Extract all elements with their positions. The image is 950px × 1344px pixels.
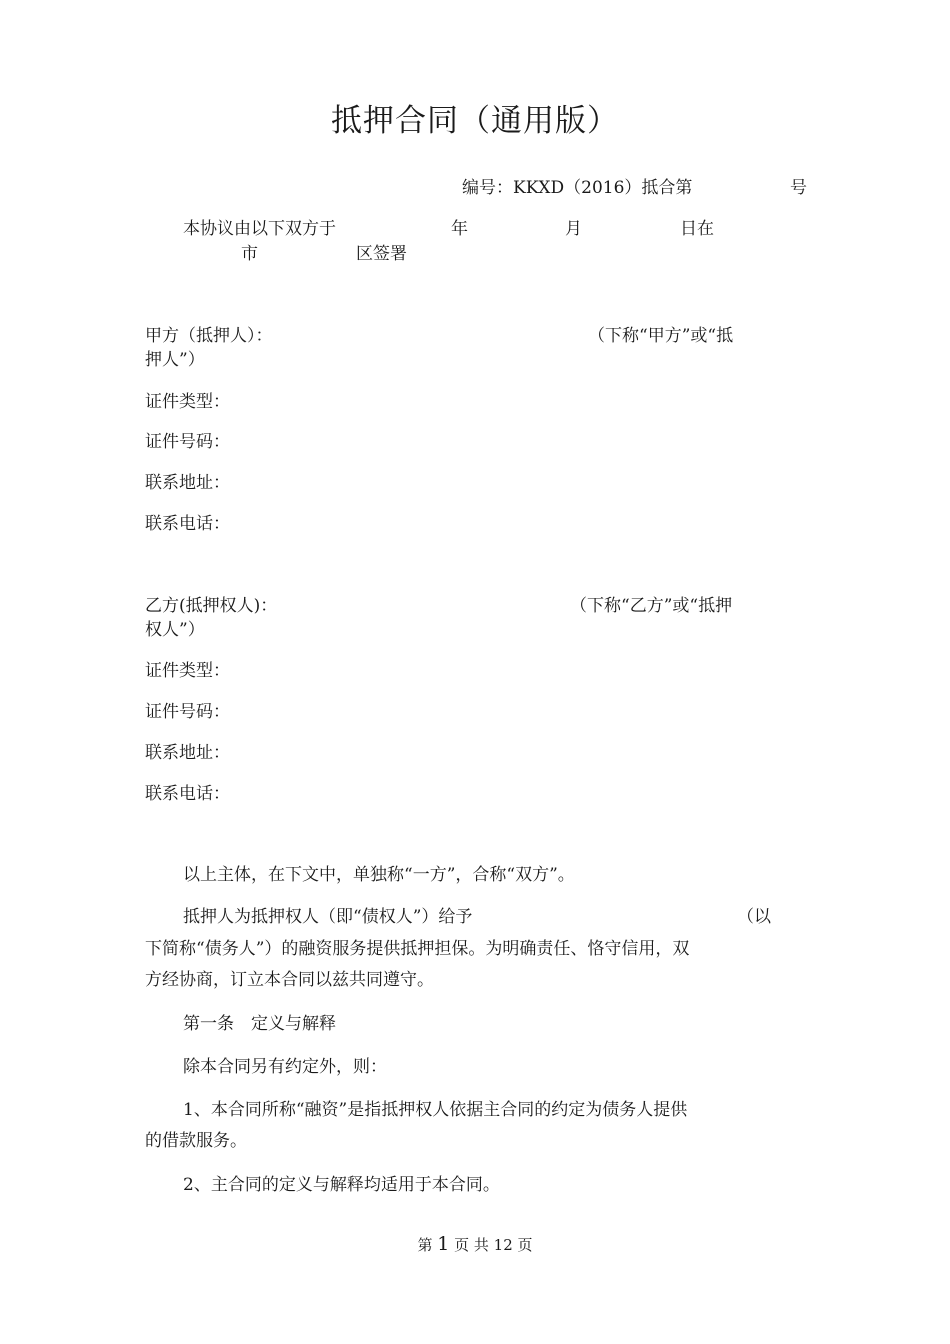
page-footer (0, 1234, 950, 1255)
body-paragraph-2: 抵押人为抵押权人（即“债权人”）给予 (183, 907, 473, 927)
footer-page-number: 1 (437, 1233, 450, 1255)
party-b-phone: 联系电话： (145, 784, 230, 804)
body-paragraph-1: 以上主体，在下文中，单独称“一方”，合称“双方”。 (183, 865, 575, 885)
contract-number-label: 编号：KKXD（2016）抵合第 (462, 178, 693, 198)
party-b-alias-cont: 权人”） (145, 620, 205, 640)
document-title: 抵押合同（通用版） (331, 103, 619, 139)
footer-suffix: 页 (517, 1236, 533, 1254)
party-b-id-number: 证件号码： (145, 702, 230, 722)
signing-district: 区签署 (356, 244, 407, 264)
party-a-address: 联系地址： (145, 473, 230, 493)
signing-day: 日在 (680, 219, 714, 239)
article-1-heading: 第一条 定义与解释 (183, 1014, 336, 1034)
article-1-item-1: 1、本合同所称“融资”是指抵押权人依据主合同的约定为债务人提供 (183, 1100, 688, 1120)
party-b-alias: （下称“乙方”或“抵押 (570, 596, 733, 616)
body-paragraph-2-tail: （以 (737, 907, 771, 927)
footer-middle: 页 共 (454, 1236, 489, 1254)
party-a-alias-cont: 押人”） (145, 350, 205, 370)
footer-total-pages: 12 (493, 1236, 513, 1254)
footer-prefix: 第 (417, 1236, 433, 1254)
signing-intro: 本协议由以下双方于 (183, 219, 336, 239)
body-paragraph-2-line3: 方经协商，订立本合同以兹共同遵守。 (145, 970, 434, 990)
article-1-item-2: 2、主合同的定义与解释均适用于本合同。 (183, 1175, 500, 1195)
party-b-address: 联系地址： (145, 743, 230, 763)
party-a-heading: 甲方（抵押人）： (145, 326, 273, 346)
signing-city: 市 (241, 244, 258, 264)
party-a-phone: 联系电话： (145, 514, 230, 534)
party-b-heading: 乙方(抵押权人)： (145, 596, 278, 616)
party-a-alias: （下称“甲方”或“抵 (588, 326, 734, 346)
article-1-intro: 除本合同另有约定外，则： (183, 1057, 387, 1077)
article-1-item-1-cont: 的借款服务。 (145, 1131, 247, 1151)
signing-year: 年 (451, 219, 468, 239)
party-b-id-type: 证件类型： (145, 661, 230, 681)
signing-month: 月 (565, 219, 582, 239)
contract-number-suffix: 号 (790, 178, 807, 198)
body-paragraph-2-line2: 下简称“债务人”）的融资服务提供抵押担保。为明确责任、恪守信用，双 (145, 939, 690, 959)
party-a-id-type: 证件类型： (145, 392, 230, 412)
party-a-id-number: 证件号码： (145, 432, 230, 452)
